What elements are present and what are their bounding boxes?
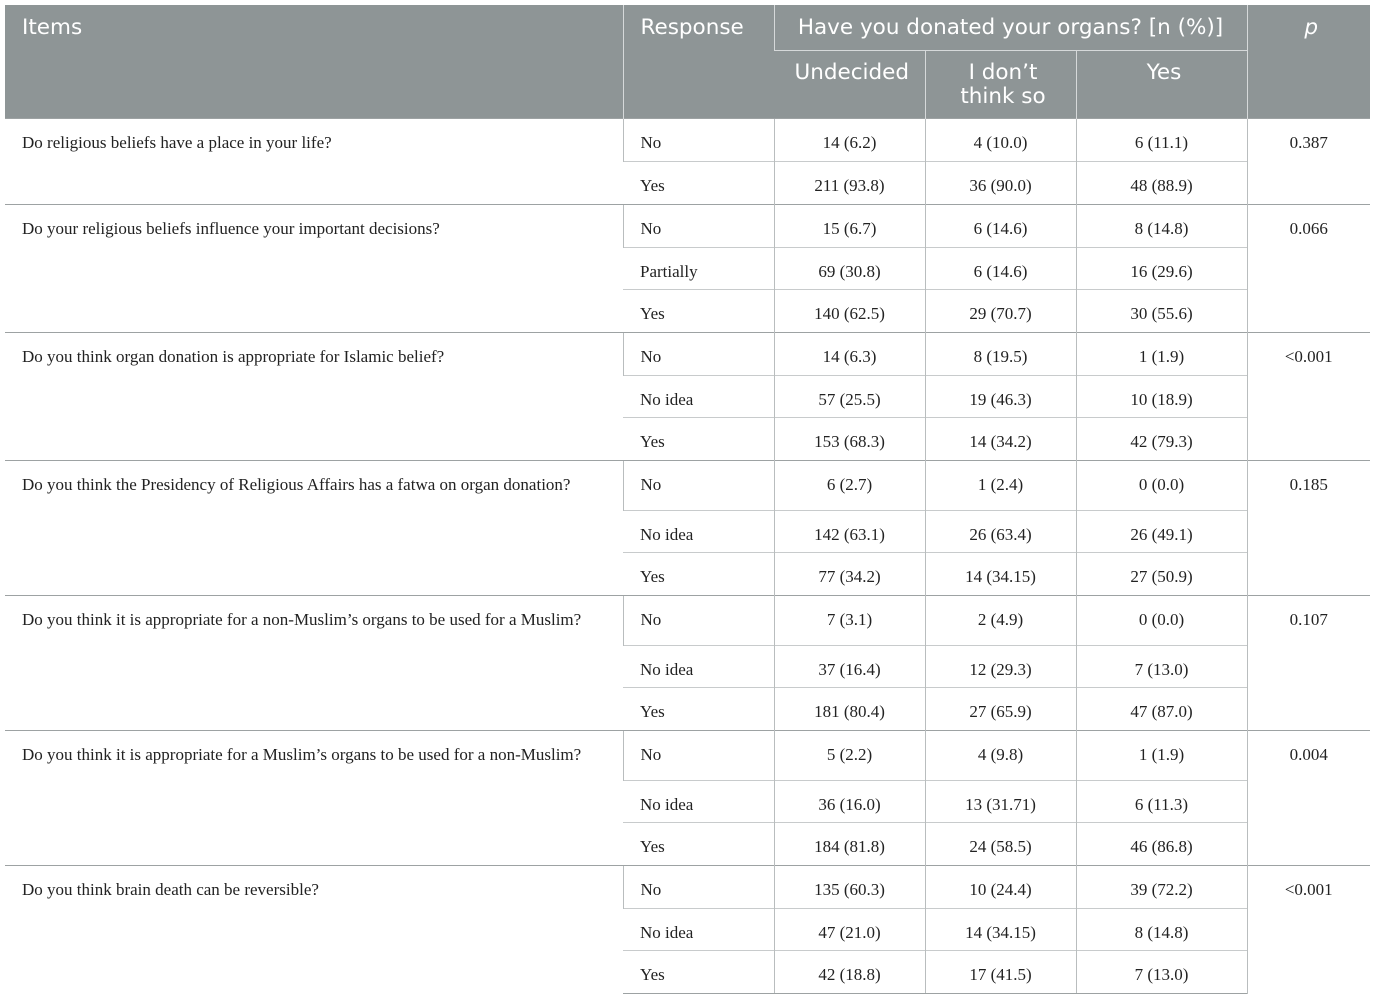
- response-cell: No: [623, 730, 774, 780]
- dont-think-cell: 4 (10.0): [925, 118, 1076, 161]
- undecided-cell: 14 (6.3): [774, 332, 925, 375]
- undecided-cell: 153 (68.3): [774, 417, 925, 460]
- p-value-cell: 0.004: [1247, 730, 1370, 865]
- yes-cell: 7 (13.0): [1076, 950, 1247, 993]
- question-cell: Do religious beliefs have a place in your life?: [5, 118, 623, 204]
- question-cell: Do you think organ donation is appropriate for Islamic belief?: [5, 332, 623, 460]
- header-p-value: p: [1247, 5, 1370, 118]
- response-cell: Yes: [623, 417, 774, 460]
- p-value-cell: <0.001: [1247, 865, 1370, 993]
- undecided-cell: 57 (25.5): [774, 375, 925, 417]
- response-cell: Yes: [623, 289, 774, 332]
- undecided-cell: 15 (6.7): [774, 204, 925, 247]
- yes-cell: 6 (11.3): [1076, 780, 1247, 822]
- yes-cell: 47 (87.0): [1076, 687, 1247, 730]
- undecided-cell: 184 (81.8): [774, 822, 925, 865]
- yes-cell: 1 (1.9): [1076, 332, 1247, 375]
- header-undecided: Undecided: [774, 50, 925, 118]
- header-items: Items: [5, 5, 623, 118]
- dont-think-cell: 24 (58.5): [925, 822, 1076, 865]
- yes-cell: 10 (18.9): [1076, 375, 1247, 417]
- dont-think-cell: 14 (34.15): [925, 552, 1076, 595]
- header-donation-question: Have you donated your organs? [n (%)]: [774, 5, 1247, 50]
- undecided-cell: 211 (93.8): [774, 161, 925, 204]
- undecided-cell: 69 (30.8): [774, 247, 925, 289]
- response-cell: Yes: [623, 687, 774, 730]
- undecided-cell: 47 (21.0): [774, 908, 925, 950]
- p-value-cell: 0.066: [1247, 204, 1370, 332]
- p-value-cell: 0.185: [1247, 460, 1370, 595]
- yes-cell: 42 (79.3): [1076, 417, 1247, 460]
- p-value-cell: 0.387: [1247, 118, 1370, 204]
- table-row: [5, 865, 1370, 908]
- table-row: [5, 730, 1370, 780]
- undecided-cell: 140 (62.5): [774, 289, 925, 332]
- yes-cell: 0 (0.0): [1076, 595, 1247, 645]
- dont-think-cell: 6 (14.6): [925, 204, 1076, 247]
- dont-think-cell: 36 (90.0): [925, 161, 1076, 204]
- undecided-cell: 6 (2.7): [774, 460, 925, 510]
- table-header: [5, 5, 1370, 118]
- dont-think-cell: 17 (41.5): [925, 950, 1076, 993]
- header-dont-think-so: I don’t think so: [925, 50, 1076, 118]
- table-row: [5, 118, 1370, 161]
- response-cell: Yes: [623, 950, 774, 993]
- dont-think-cell: 1 (2.4): [925, 460, 1076, 510]
- dont-think-cell: 10 (24.4): [925, 865, 1076, 908]
- response-cell: No idea: [623, 780, 774, 822]
- undecided-cell: 14 (6.2): [774, 118, 925, 161]
- dont-think-cell: 4 (9.8): [925, 730, 1076, 780]
- response-cell: Yes: [623, 161, 774, 204]
- response-cell: No: [623, 595, 774, 645]
- response-cell: No: [623, 865, 774, 908]
- response-cell: No: [623, 118, 774, 161]
- yes-cell: 8 (14.8): [1076, 204, 1247, 247]
- dont-think-cell: 2 (4.9): [925, 595, 1076, 645]
- response-cell: No idea: [623, 908, 774, 950]
- undecided-cell: 181 (80.4): [774, 687, 925, 730]
- header-response: Response: [623, 5, 774, 118]
- p-value-cell: <0.001: [1247, 332, 1370, 460]
- response-cell: No idea: [623, 645, 774, 687]
- undecided-cell: 7 (3.1): [774, 595, 925, 645]
- undecided-cell: 42 (18.8): [774, 950, 925, 993]
- response-cell: No: [623, 332, 774, 375]
- p-value-cell: 0.107: [1247, 595, 1370, 730]
- table-body: [5, 118, 1370, 993]
- yes-cell: 6 (11.1): [1076, 118, 1247, 161]
- yes-cell: 46 (86.8): [1076, 822, 1247, 865]
- question-cell: Do you think the Presidency of Religious Affairs has a fatwa on organ donation?: [5, 460, 623, 595]
- table-row: [5, 204, 1370, 247]
- yes-cell: 0 (0.0): [1076, 460, 1247, 510]
- dont-think-cell: 29 (70.7): [925, 289, 1076, 332]
- dont-think-cell: 14 (34.2): [925, 417, 1076, 460]
- response-cell: Yes: [623, 822, 774, 865]
- yes-cell: 26 (49.1): [1076, 510, 1247, 552]
- response-cell: No idea: [623, 375, 774, 417]
- dont-think-cell: 6 (14.6): [925, 247, 1076, 289]
- table-row: [5, 595, 1370, 645]
- undecided-cell: 142 (63.1): [774, 510, 925, 552]
- dont-think-cell: 13 (31.71): [925, 780, 1076, 822]
- yes-cell: 48 (88.9): [1076, 161, 1247, 204]
- dont-think-cell: 27 (65.9): [925, 687, 1076, 730]
- response-cell: No: [623, 204, 774, 247]
- question-cell: Do you think it is appropriate for a Muslim’s organs to be used for a non-Muslim?: [5, 730, 623, 865]
- question-cell: Do you think brain death can be reversible?: [5, 865, 623, 993]
- question-cell: Do your religious beliefs influence your important decisions?: [5, 204, 623, 332]
- undecided-cell: 37 (16.4): [774, 645, 925, 687]
- dont-think-cell: 8 (19.5): [925, 332, 1076, 375]
- yes-cell: 39 (72.2): [1076, 865, 1247, 908]
- dont-think-cell: 26 (63.4): [925, 510, 1076, 552]
- response-cell: No idea: [623, 510, 774, 552]
- response-cell: Yes: [623, 552, 774, 595]
- undecided-cell: 36 (16.0): [774, 780, 925, 822]
- response-cell: Partially: [623, 247, 774, 289]
- dont-think-cell: 12 (29.3): [925, 645, 1076, 687]
- yes-cell: 30 (55.6): [1076, 289, 1247, 332]
- yes-cell: 16 (29.6): [1076, 247, 1247, 289]
- dont-think-cell: 14 (34.15): [925, 908, 1076, 950]
- undecided-cell: 135 (60.3): [774, 865, 925, 908]
- response-cell: No: [623, 460, 774, 510]
- undecided-cell: 77 (34.2): [774, 552, 925, 595]
- table-row: [5, 332, 1370, 375]
- yes-cell: 8 (14.8): [1076, 908, 1247, 950]
- yes-cell: 1 (1.9): [1076, 730, 1247, 780]
- results-table: [5, 5, 1370, 994]
- yes-cell: 7 (13.0): [1076, 645, 1247, 687]
- yes-cell: 27 (50.9): [1076, 552, 1247, 595]
- table-row: [5, 460, 1370, 510]
- undecided-cell: 5 (2.2): [774, 730, 925, 780]
- question-cell: Do you think it is appropriate for a non-Muslim’s organs to be used for a Muslim?: [5, 595, 623, 730]
- dont-think-cell: 19 (46.3): [925, 375, 1076, 417]
- header-yes: Yes: [1076, 50, 1247, 118]
